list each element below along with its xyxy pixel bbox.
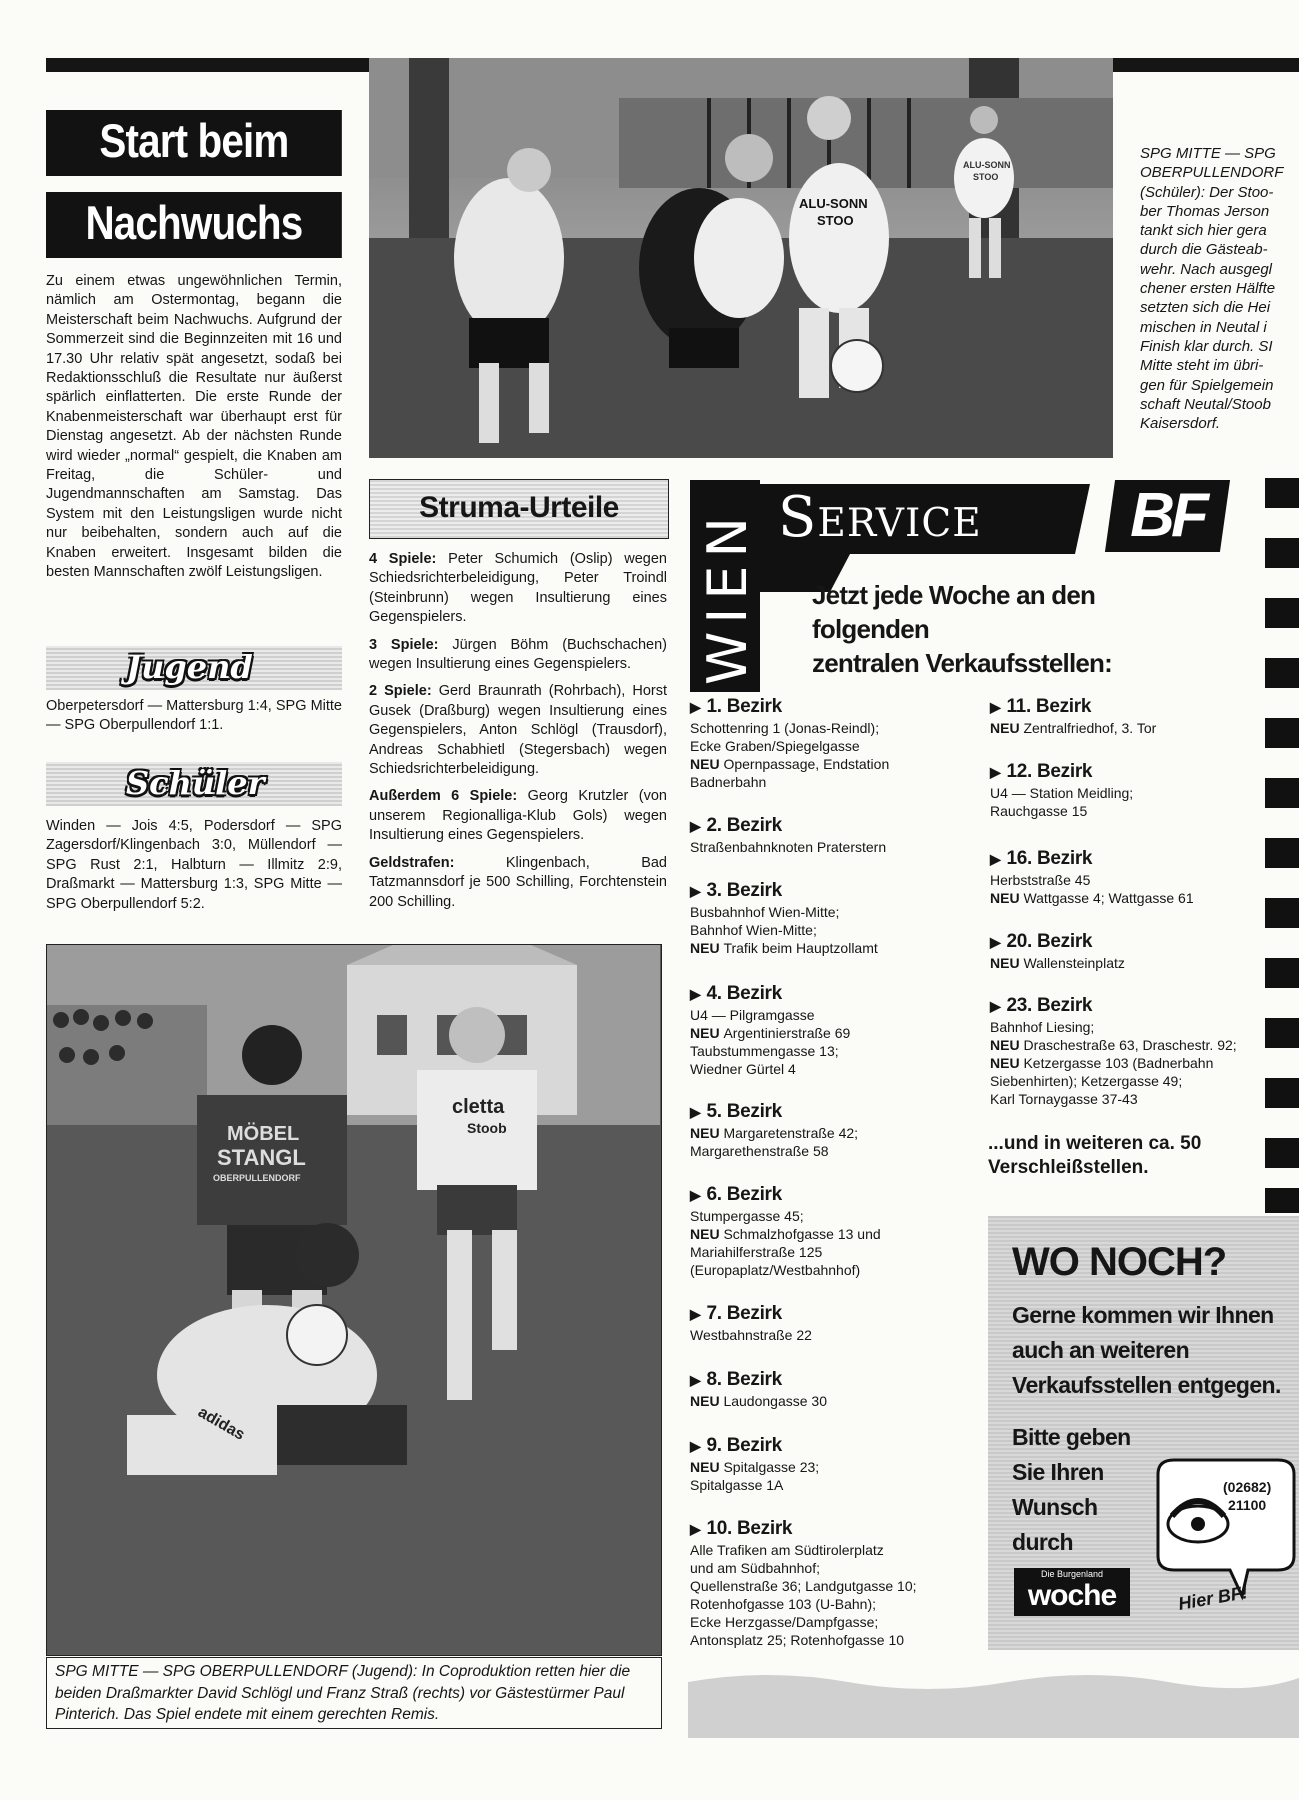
caption-bottom: SPG MITTE — SPG OBERPULLENDORF (Jugend): In Coproduktion retten hier die beiden Draßmarkter David Schlögl und Franz Straß (rechts) vor Gästestürmer Paul Pinterich. Das Spiel endete mit einem gerechten Remis.	[46, 1657, 662, 1729]
district-line	[690, 921, 985, 939]
district-block	[990, 847, 1270, 907]
top-bg-jersey-text-1: ALU-SONN	[963, 160, 1011, 170]
district-line	[990, 1090, 1270, 1108]
district-line-text: und am Südbahnhof;	[690, 1560, 820, 1576]
wonoch-line2: Bitte geben	[1012, 1424, 1131, 1450]
struma-item-lead: Geldstrafen:	[369, 854, 455, 871]
district-line	[690, 755, 985, 773]
neu-tag: NEU	[990, 890, 1024, 906]
district-line	[990, 889, 1270, 907]
caption-top-line: durch die Gästeab-	[1140, 241, 1268, 259]
district-line	[690, 737, 985, 755]
top-jersey-text-1: ALU-SONN	[799, 196, 868, 211]
triangle-icon: ▶	[990, 934, 1001, 950]
district-line	[690, 1577, 985, 1595]
district-line	[690, 1142, 985, 1160]
bottom-shorts-text: adidas	[195, 1403, 248, 1444]
district-line-text: Mariahilferstraße 125	[690, 1244, 823, 1260]
district-title	[990, 695, 1270, 719]
hier-bf: Hier BF!	[1176, 1582, 1250, 1614]
wonoch-line: Gerne kommen wir Ihnen	[1012, 1302, 1274, 1328]
district-line	[690, 1476, 985, 1494]
triangle-icon: ▶	[690, 818, 701, 834]
neu-tag: NEU	[690, 1459, 724, 1475]
district-line-text: Margaretenstraße 42;	[723, 1125, 859, 1141]
district-line-text: U4 — Station Meidling;	[990, 785, 1134, 801]
district-title	[690, 1434, 985, 1458]
struma-item-text: Klingenbach, Bad Tatzmannsdorf je 500 Schilling, Forchtenstein 200 Schilling.	[369, 854, 667, 910]
district-line-text: Straßenbahnknoten Praterstern	[690, 839, 887, 855]
struma-title: Struma-Urteile	[419, 491, 619, 524]
district-line-text: Siebenhirten); Ketzergasse 49;	[990, 1073, 1183, 1089]
district-title	[690, 879, 985, 903]
district-line-text: Karl Tornaygasse 37-43	[990, 1091, 1138, 1107]
district-line	[990, 1036, 1270, 1054]
district-line	[690, 1541, 985, 1559]
headline-line1: Start beim	[46, 110, 342, 176]
jugend-results: Oberpetersdorf — Mattersburg 1:4, SPG Mitte — SPG Oberpullendorf 1:1.	[46, 698, 342, 734]
district-line-text: Alle Trafiken am Südtirolerplatz	[690, 1542, 884, 1558]
service-subtitle-line: Jetzt jede Woche an den	[812, 580, 1096, 610]
district-title-text: 10. Bezirk	[706, 1518, 793, 1539]
district-line	[690, 1060, 985, 1078]
district-line	[990, 1054, 1270, 1072]
jugend-tag	[46, 646, 342, 690]
struma-item	[369, 854, 667, 912]
district-line-text: (Europaplatz/Westbahnhof)	[690, 1262, 861, 1278]
district-line	[690, 1595, 985, 1613]
phone-number	[1223, 1478, 1271, 1514]
district-title-text: 20. Bezirk	[1006, 931, 1093, 952]
service-title: Service	[778, 485, 982, 550]
headline-line2: Nachwuchs	[46, 192, 342, 258]
bottom-jersey2-text-2: Stoob	[467, 1120, 507, 1136]
district-line	[690, 1458, 985, 1476]
bottom-jersey-text-1: MÖBEL	[227, 1123, 300, 1145]
schueler-results: Winden — Jois 4:5, Podersdorf — SPG Zagersdorf/Klingenbach 3:0, Müllendorf — SPG Rust 2:1, Halbturn — Illmitz 2:9, Draßmarkt — Mattersburg 1:3, SPG Mitte — SPG Oberpullendorf 5:2.	[46, 818, 342, 912]
wien-vertical: WIEN	[696, 509, 759, 685]
district-line-text: Taubstummengasse 13;	[690, 1043, 839, 1059]
struma-item	[369, 636, 667, 675]
district-title	[990, 994, 1270, 1018]
district-line	[990, 954, 1270, 972]
district-block	[690, 1100, 985, 1160]
district-line-text: Antonsplatz 25; Rotenhofgasse 10	[690, 1632, 905, 1648]
woche-logo-brand: woche	[1027, 1579, 1117, 1612]
service-subtitle-line: zentralen Verkaufsstellen:	[812, 648, 1112, 678]
district-line	[690, 1326, 985, 1344]
phone-bubble	[1138, 1456, 1298, 1606]
schueler-tag	[46, 762, 342, 806]
photo-schueler-match	[369, 58, 1113, 458]
more-stations	[988, 1132, 1268, 1180]
neu-tag: NEU	[690, 940, 724, 956]
district-line-text: Wattgasse 4; Wattgasse 61	[1023, 890, 1194, 906]
wavy-band	[688, 1668, 1299, 1738]
district-line-text: Rotenhofgasse 103 (U-Bahn);	[690, 1596, 876, 1612]
caption-top	[1140, 144, 1299, 433]
struma-item-text: Peter Schumich (Oslip) wegen Schiedsrichterbeleidigung, Peter Troindl (Steinbrunn) wegen Insultierung eines Gegenspielers.	[369, 551, 668, 626]
district-line-text: Busbahnhof Wien-Mitte;	[690, 904, 840, 920]
district-line	[690, 939, 985, 957]
district-title	[990, 930, 1270, 954]
district-line	[690, 1024, 985, 1042]
wonoch-text	[1012, 1298, 1299, 1403]
wonoch-line: auch an weiteren	[1012, 1337, 1190, 1363]
neu-tag: NEU	[990, 1055, 1024, 1071]
district-line	[690, 1559, 985, 1577]
district-block	[690, 814, 985, 856]
district-line	[690, 773, 985, 791]
district-line-text: Ketzergasse 103 (Badnerbahn	[1023, 1055, 1214, 1071]
district-title-text: 16. Bezirk	[1006, 848, 1093, 869]
phone-area: (02682)	[1223, 1479, 1272, 1495]
district-line-text: Badnerbahn	[690, 774, 767, 790]
neu-tag: NEU	[990, 955, 1024, 971]
district-line-text: Westbahnstraße 22	[690, 1327, 812, 1343]
caption-top-line: (Schüler): Der Stoo-	[1140, 183, 1274, 201]
district-block	[690, 1368, 985, 1410]
neu-tag: NEU	[690, 1393, 724, 1409]
district-title	[990, 847, 1270, 871]
triangle-icon: ▶	[690, 986, 701, 1002]
top-jersey-text-2: STOO	[817, 213, 854, 228]
triangle-icon: ▶	[690, 1104, 701, 1120]
caption-top-line: setzten sich die Hei	[1140, 299, 1271, 317]
top-bg-jersey-text-2: STOO	[973, 172, 999, 182]
wonoch-line2: Sie Ihren	[1012, 1459, 1104, 1485]
triangle-icon: ▶	[990, 851, 1001, 867]
district-line	[690, 1225, 985, 1243]
district-line-text: Wallensteinplatz	[1023, 955, 1125, 971]
district-line	[690, 719, 985, 737]
district-title-text: 7. Bezirk	[706, 1303, 782, 1324]
district-line-text: Stumpergasse 45;	[690, 1208, 804, 1224]
district-block	[990, 695, 1270, 737]
bf-logo	[1105, 480, 1230, 552]
district-title	[690, 982, 985, 1006]
district-line	[690, 903, 985, 921]
caption-top-line: tankt sich hier gera	[1140, 222, 1267, 240]
district-block	[690, 1183, 985, 1279]
struma-item	[369, 787, 667, 845]
district-line	[690, 1042, 985, 1060]
district-line	[690, 1392, 985, 1410]
triangle-icon: ▶	[990, 998, 1001, 1014]
wonoch-line2: Wunsch	[1012, 1494, 1098, 1520]
district-title	[690, 1302, 985, 1326]
district-line-text: Wiedner Gürtel 4	[690, 1061, 796, 1077]
district-line	[690, 1631, 985, 1649]
caption-top-line: OBERPULLENDORF	[1140, 164, 1284, 182]
caption-top-line: SPG MITTE — SPG	[1140, 145, 1276, 162]
district-line-text: Quellenstraße 36; Landgutgasse 10;	[690, 1578, 917, 1594]
district-title	[690, 1368, 985, 1392]
wonoch-title: WO NOCH?	[1012, 1240, 1227, 1284]
schueler-label: Schüler	[126, 764, 265, 802]
district-line	[990, 1018, 1270, 1036]
struma-item-text: Gerd Braunrath (Rohrbach), Horst Gusek (Draßburg) wegen Insultierung eines Gegenspielers, Anton Schlögl (Trausdorf), Andreas Schabhietl (Stegersbach) wegen Schiedsrichterbeleidigung.	[369, 683, 667, 778]
struma-text	[369, 550, 667, 920]
district-title	[990, 760, 1270, 784]
more-stations-line: Verschleißstellen.	[988, 1157, 1149, 1178]
caption-top-line: wehr. Nach ausgegl	[1140, 260, 1273, 278]
triangle-icon: ▶	[690, 1187, 701, 1203]
district-title	[690, 814, 985, 838]
caption-top-line: Kaisersdorf.	[1140, 415, 1221, 433]
district-line-text: Schottenring 1 (Jonas-Reindl);	[690, 720, 880, 736]
district-line-text: Trafik beim Hauptzollamt	[723, 940, 878, 956]
more-stations-line: ...und in weiteren ca. 50	[988, 1133, 1202, 1154]
district-block	[690, 879, 985, 957]
caption-top-line: ber Thomas Jerson	[1140, 202, 1270, 220]
struma-item	[369, 682, 667, 779]
district-block	[690, 1434, 985, 1494]
phone-local: 21100	[1228, 1497, 1267, 1513]
district-line	[690, 1243, 985, 1261]
district-line-text: Spitalgasse 1A	[690, 1477, 784, 1493]
district-title-text: 8. Bezirk	[706, 1369, 782, 1390]
struma-item-text: Jürgen Böhm (Buchschachen) wegen Insultierung eines Gegenspielers.	[369, 636, 668, 673]
woche-logo-small: Die Burgenland	[1040, 1569, 1104, 1579]
district-line-text: Margarethenstraße 58	[690, 1143, 829, 1159]
district-line	[690, 1261, 985, 1279]
bottom-jersey-text-3: OBERPULLENDORF	[213, 1173, 301, 1183]
struma-title-box	[369, 479, 669, 539]
district-line	[690, 1124, 985, 1142]
triangle-icon: ▶	[690, 1372, 701, 1388]
district-line-text: Spitalgasse 23;	[723, 1459, 820, 1475]
district-title-text: 11. Bezirk	[1006, 696, 1092, 717]
struma-item-lead: 4 Spiele:	[369, 551, 437, 567]
caption-top-line: Mitte steht im übri-	[1140, 357, 1264, 375]
district-block	[990, 994, 1270, 1108]
service-subtitle-line: folgenden	[812, 614, 930, 644]
bottom-jersey-text-2: STANGL	[217, 1145, 306, 1170]
woche-logo	[1014, 1568, 1130, 1616]
district-title	[690, 1100, 985, 1124]
district-line-text: Ecke Herzgasse/Dampfgasse;	[690, 1614, 879, 1630]
neu-tag: NEU	[990, 1037, 1024, 1053]
triangle-icon: ▶	[990, 764, 1001, 780]
district-title-text: 12. Bezirk	[1006, 761, 1093, 782]
jugend-label: Jugend	[126, 648, 253, 686]
neu-tag: NEU	[990, 720, 1024, 736]
wonoch-text2	[1012, 1420, 1131, 1560]
bf-logo-text: BF	[1130, 481, 1205, 550]
district-line-text: Bahnhof Liesing;	[990, 1019, 1095, 1035]
district-line	[990, 719, 1270, 737]
district-title-text: 2. Bezirk	[706, 815, 782, 836]
wonoch-line: Verkaufsstellen entgegen.	[1012, 1372, 1281, 1398]
triangle-icon: ▶	[690, 1521, 701, 1537]
struma-item-text: Georg Krutzler (von unserem Regionalliga-Klub Gols) wegen Insultierung eines Gegenspielers.	[369, 788, 667, 844]
district-block	[990, 760, 1270, 820]
district-line-text: Laudongasse 30	[723, 1393, 827, 1409]
triangle-icon: ▶	[690, 699, 701, 715]
district-title	[690, 1183, 985, 1207]
bottom-jersey2-text-1: cletta	[452, 1096, 505, 1118]
district-line-text: Zentralfriedhof, 3. Tor	[1023, 720, 1157, 736]
district-title-text: 23. Bezirk	[1006, 995, 1093, 1016]
neu-tag: NEU	[690, 1226, 724, 1242]
phone-icon	[1168, 1501, 1228, 1542]
district-line	[990, 1072, 1270, 1090]
district-title-text: 5. Bezirk	[706, 1101, 782, 1122]
triangle-icon: ▶	[690, 883, 701, 899]
caption-top-line: schaft Neutal/Stoob	[1140, 395, 1271, 413]
struma-item-lead: 3 Spiele:	[369, 636, 439, 653]
district-block	[990, 930, 1270, 972]
district-line	[690, 838, 985, 856]
district-title	[690, 1517, 985, 1541]
district-line	[690, 1006, 985, 1024]
caption-top-line: mischen in Neutal i	[1140, 318, 1267, 336]
district-line	[990, 871, 1270, 889]
district-title	[690, 695, 985, 719]
district-line-text: Rauchgasse 15	[990, 803, 1088, 819]
triangle-icon: ▶	[690, 1306, 701, 1322]
caption-top-line: chener ersten Hälfte	[1140, 280, 1276, 298]
district-block	[690, 1517, 985, 1649]
district-line-text: Bahnhof Wien-Mitte;	[690, 922, 817, 938]
neu-tag: NEU	[690, 1025, 724, 1041]
district-block	[690, 1302, 985, 1344]
neu-tag: NEU	[690, 756, 724, 772]
district-line-text: Schmalzhofgasse 13 und	[723, 1226, 881, 1242]
district-title-text: 6. Bezirk	[706, 1184, 782, 1205]
district-title-text: 1. Bezirk	[706, 696, 782, 717]
struma-item	[369, 550, 667, 628]
caption-top-line: gen für Spielgemein	[1140, 376, 1274, 394]
district-line	[690, 1613, 985, 1631]
intro-text: Zu einem etwas ungewöhnlichen Termin, nämlich am Ostermontag, begann die Meisterschaft beim Nachwuchs. Aufgrund der Sommerzeit sind die Beginnzeiten mit 16 und 17.30 Uhr relativ spät angesetzt, sodaß bei Redaktionsschluß die Resultate nur äußerst spärlich einflatterten. Die erste Runde der Knabenmeisterschaft war überhaupt erst für Dienstag angesetzt. Ab der nächsten Runde wird wieder „normal“ gespielt, die Knaben am Freitag, die Schüler- und Jugendmannschaften am Samstag. Das System mit den Leistungsligen wurde nicht nur beibehalten, sondern auch auf die Knaben erweitert. Insgesamt bilden die besten Mannschaften zwölf Leistungsligen.	[46, 273, 342, 581]
triangle-icon: ▶	[690, 1438, 701, 1454]
service-subtitle	[812, 578, 1212, 680]
district-title-text: 3. Bezirk	[706, 880, 782, 901]
struma-item-lead: Außerdem 6 Spiele:	[369, 788, 518, 805]
district-block	[690, 695, 985, 791]
photo-jugend-match	[46, 944, 662, 1656]
district-block	[690, 982, 985, 1078]
struma-item-lead: 2 Spiele:	[369, 683, 432, 700]
district-line-text: Argentinierstraße 69	[723, 1025, 851, 1041]
wonoch-box	[988, 1216, 1299, 1650]
district-line-text: U4 — Pilgramgasse	[690, 1007, 815, 1023]
district-line-text: Herbststraße 45	[990, 872, 1091, 888]
district-line	[690, 1207, 985, 1225]
district-line	[990, 802, 1270, 820]
wonoch-line2: durch	[1012, 1529, 1073, 1555]
neu-tag: NEU	[690, 1125, 724, 1141]
district-title-text: 4. Bezirk	[706, 983, 782, 1004]
district-line	[990, 784, 1270, 802]
caption-top-line: Finish klar durch. SI	[1140, 337, 1273, 355]
triangle-icon: ▶	[990, 699, 1001, 715]
district-line-text: Opernpassage, Endstation	[723, 756, 890, 772]
district-title-text: 9. Bezirk	[706, 1435, 782, 1456]
checker-border	[1265, 478, 1299, 1213]
district-line-text: Ecke Graben/Spiegelgasse	[690, 738, 860, 754]
district-line-text: Draschestraße 63, Draschestr. 92;	[1023, 1037, 1237, 1053]
